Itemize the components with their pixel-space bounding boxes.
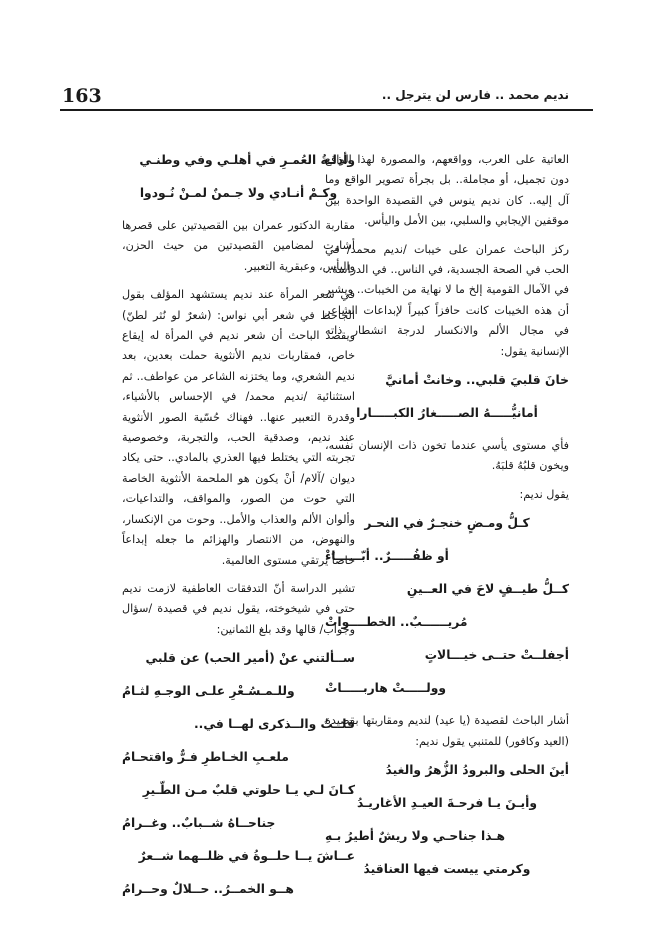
paragraph: العاتية على العرب، وواقعهم، والمصورة لهذا الواقع دون تجميل، أو مجاملة.. بل بجرأة تصوير الواقع وما آل إليه.. كان نديم ينوس في القصيدة الواحدة بين موقفين الإيجابي والسلبي، بين الأمل واليأس. (325, 153, 569, 228)
paragraph: مقاربة الدكتور عمران بين القصيدتين على قصرها أشارت لمضامين القصيدتين من حيث الحزن، واليأس، وعبقرية التعبير. (122, 219, 355, 273)
header-rule (60, 109, 593, 111)
verse-line: أجفلــتْ حتــى خيـــالاتٍ (424, 648, 569, 663)
running-title: نديم محمد .. فارس لن يترجل .. (381, 88, 569, 102)
paragraph: يقول نديم: (519, 487, 569, 501)
verse-line: أمانيُّـــــهُ الصـــــغارُ الكبـــــارا (356, 406, 538, 421)
verse-line: مُريــــــبٌ.. الخطــــواتْ (325, 615, 468, 630)
verse-line: كـلُّ ومـضٍ خنجـرٌ في النحـر (364, 516, 530, 531)
verse-line: كــلُّ طيــفٍ لاحَ في العــينِ (406, 582, 569, 597)
verse-line: وللـمـسُـعْرِ علـى الوجـهِ لثـامُ (122, 684, 295, 699)
paragraph: أشار الباحث لقصيدة (يا عيد) لنديم ومقاربتها بقصيدة (العيد وكافور) للمتنبي يقول نديم: (325, 714, 569, 748)
paragraph: تشير الدراسة أنّ التدفقات العاطفية لازمت نديم حتى في شيخوخته، يقول نديم في قصيدة /سؤال وجواب/ قالها وقد بلغ الثمانين: (122, 581, 355, 636)
verse-line: ســألتني عنْ (أمير الحب) عن قلبي (145, 651, 355, 666)
verse-line: وأذلـةُ العُمـرِ في أهلـي وفي وطنـي (139, 153, 355, 167)
paragraph: فأي مستوى يأسي عندما تخون ذات الإنسان نفسه، ويخون قلبُهُ قلبَهُ. (325, 439, 569, 473)
verse-line: ملعـبِ الخـاطرِ فـرٌّ واقتحـامُ (122, 750, 289, 765)
paragraph: ركز الباحث عمران على خيبات /نديم محمد/ في الحب في الصحة الجسدية، في الناس.. في الدراسة.. في الآمال القومية إلخ ما لا نهاية من الخيبات.. ويشير أن هذه الخيبات كانت حافزاً كبيراً لإبداعات الشاعر في مجال الألم والانكسار لدرجة انشطار ذاته الإنسانية يقول: (325, 242, 569, 358)
verse-line: قلــتُ والــذكرى لهــا في.. (194, 717, 355, 732)
verse-line: وكـمْ أنـادي ولا جـمنٌ لمـنْ نُـودوا (139, 186, 338, 200)
verse-line: أو ظفُـــــرٌ.. أبّــــــاءْ (325, 549, 449, 564)
verse-line: عــاشَ يــا حلــوةُ في ظلــهما شــعرٌ (138, 849, 355, 864)
paragraph: في شعر المرأة عند نديم يستشهد المؤلف بقول الجاحظ في شعر أبي نواس: (شعرٌ لو نُثر لطنّ) ويقصد الباحث أن شعر نديم في المرأة له إيقاع خاص، فمقاربات نديم الأنثوية حملت بعدين، بعد نديم الشعري، وما يختزنه الشاعر من عواطف.. ثم استثنائية /نديم محمد/ في الإحساس بالأشياء، وقدرة التعبير عنها.. فهناك حُسّية الصور الأنثوية عند نديم، وصدقية الحب، والتجربة، وخصوصية تجربته التي يختلط فيها العذري بالمادي.. حتى يكاد ديوان /آلام/ أنْ يكون هو الملحمة الأنثوية الخاصة التي حوت من الصور، والمواقف، والتداعيات، وألوان الألم والعذاب والأمل.. وحوت من الإنكسار، والنهوض، من الانتصار والهزائم ما جعله إبداعاً خاصاً يرتقي مستوى العالمية. (122, 288, 355, 567)
right-column (325, 150, 569, 892)
left-column (122, 150, 355, 912)
verse-line: خانَ قلبيَ قلبي.. وخانتْ أمانيَّ (385, 373, 569, 388)
verse-line: جناحــاهُ شــبابٌ.. وغــرامُ (122, 816, 276, 831)
verse-line: وكرمتي ييست فيها العناقيدُ (363, 862, 531, 877)
verse-line: أينَ الحلى والبرودُ الزُّهرُ والغيدُ (385, 763, 569, 778)
verse-line: كـانَ لـي يـا حلوتي قلبٌ مـن الطّـيرِ (142, 783, 355, 798)
verse-line: وولـــــتْ هاربـــــاتْ (325, 681, 447, 696)
verse-line: هـذا جناحـي ولا ريشٌ أطيرُ بـهِ (325, 829, 506, 844)
verse-line: هــو الخمــرُ.. حــلالٌ وحــرامُ (122, 882, 294, 897)
page-number: 163 (62, 85, 102, 107)
verse-line: وأيـنَ يـا فرحـةَ العيـدِ الأغاريـدُ (356, 796, 538, 811)
